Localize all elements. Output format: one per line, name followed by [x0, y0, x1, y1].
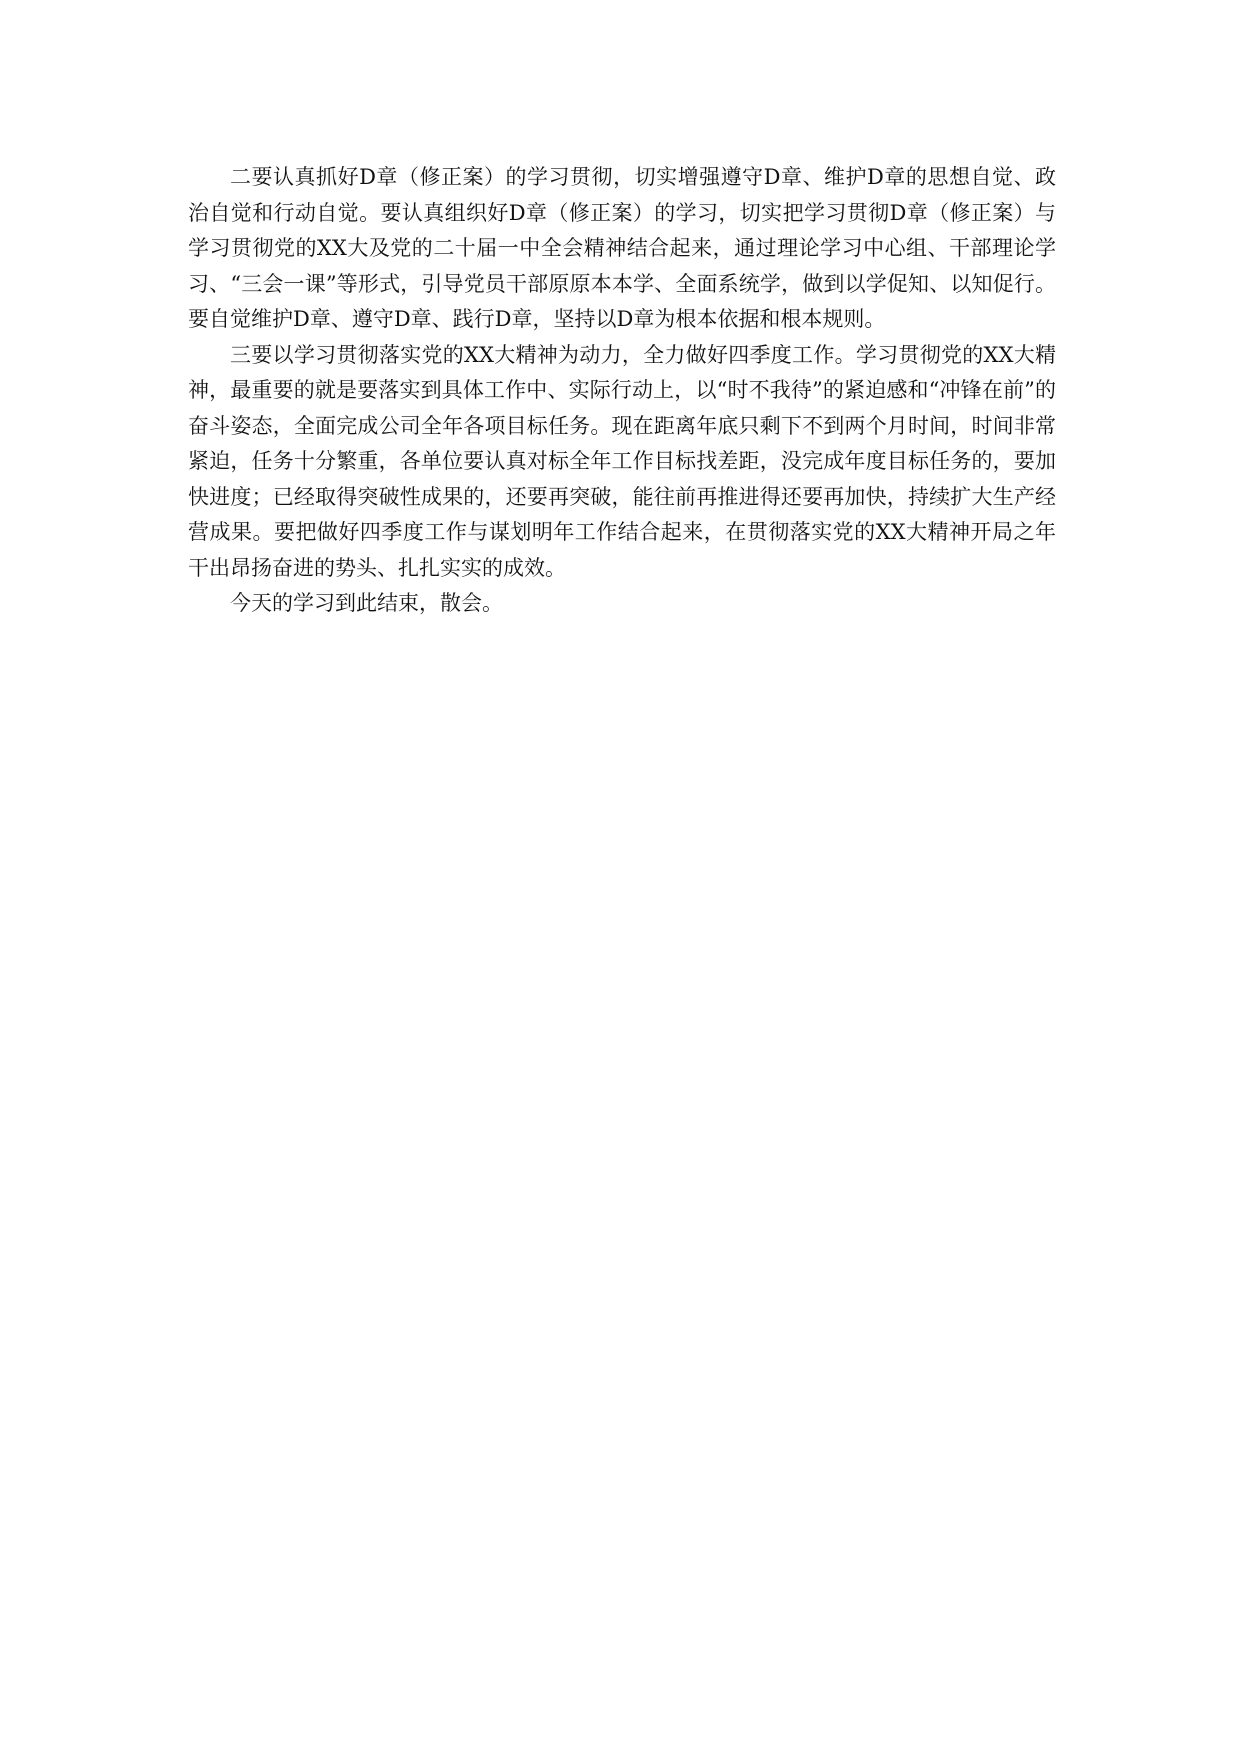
paragraph-party-constitution: 二要认真抓好D章（修正案）的学习贯彻，切实增强遵守D章、维护D章的思想自觉、政治自觉和行动自觉。要认真组织好D章（修正案）的学习，切实把学习贯彻D章（修正案）与学习贯彻党的XX大及党的二十届一中全会精神结合起来，通过理论学习中心组、干部理论学习、“三会一课”等形式，引导党员干部原原本本学、全面系统学，做到以学促知、以知促行。要自觉维护D章、遵守D章、践行D章，坚持以D章为根本依据和根本规则。 [188, 165, 1056, 331]
document-body [188, 160, 1056, 622]
paragraph-closing: 今天的学习到此结束，散会。 [230, 591, 503, 615]
paragraph-fourth-quarter-work: 三要以学习贯彻落实党的XX大精神为动力，全力做好四季度工作。学习贯彻党的XX大精神，最重要的就是要落实到具体工作中、实际行动上，以“时不我待”的紧迫感和“冲锋在前”的奋斗姿态，全面完成公司全年各项目标任务。现在距离年底只剩下不到两个月时间，时间非常紧迫，任务十分繁重，各单位要认真对标全年工作目标找差距，没完成年度目标任务的，要加快进度；已经取得突破性成果的，还要再突破，能往前再推进得还要再加快，持续扩大生产经营成果。要把做好四季度工作与谋划明年工作结合起来，在贯彻落实党的XX大精神开局之年干出昂扬奋进的势头、扎扎实实的成效。 [188, 342, 1056, 580]
